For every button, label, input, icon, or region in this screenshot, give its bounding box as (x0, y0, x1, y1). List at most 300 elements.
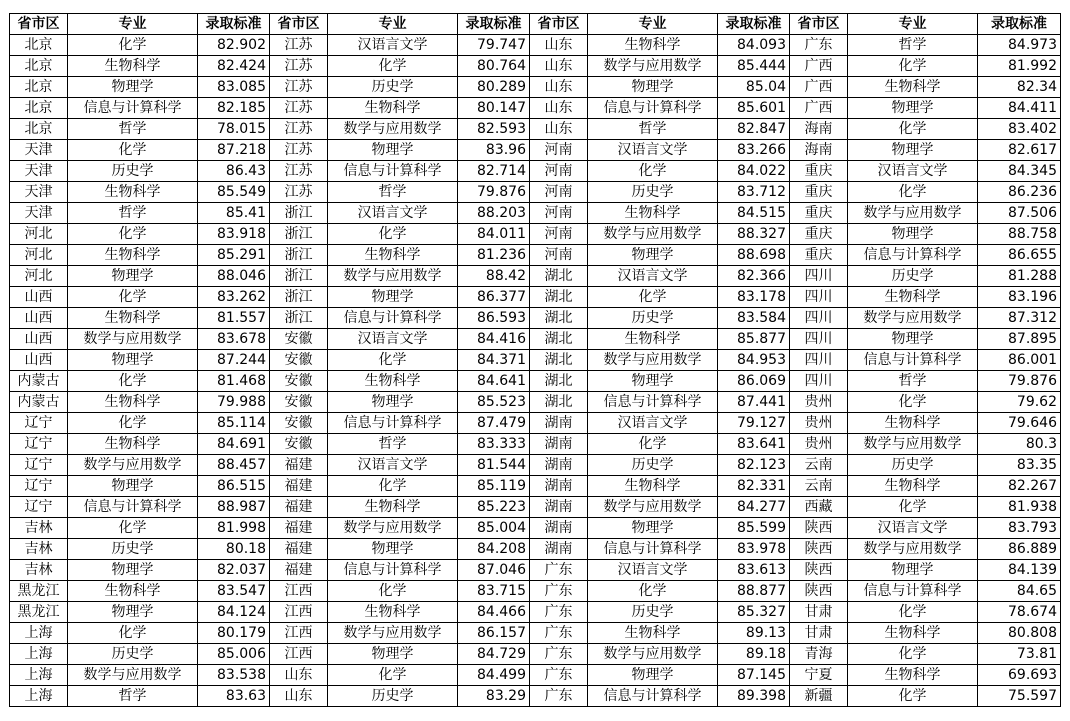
major-cell: 数学与应用数学 (848, 308, 978, 329)
major-cell: 数学与应用数学 (848, 203, 978, 224)
score-cell: 83.35 (978, 455, 1061, 476)
score-cell: 84.65 (978, 581, 1061, 602)
region-cell: 江苏 (270, 161, 328, 182)
region-cell: 黑龙江 (10, 602, 68, 623)
major-cell: 化学 (588, 434, 718, 455)
region-cell: 甘肃 (790, 602, 848, 623)
major-cell: 化学 (328, 224, 458, 245)
region-cell: 北京 (10, 77, 68, 98)
score-cell: 88.987 (198, 497, 270, 518)
region-cell: 山西 (10, 287, 68, 308)
region-cell: 天津 (10, 182, 68, 203)
major-cell: 数学与应用数学 (68, 455, 198, 476)
score-cell: 85.549 (198, 182, 270, 203)
region-cell: 广东 (530, 644, 588, 665)
region-cell: 江苏 (270, 98, 328, 119)
score-cell: 84.691 (198, 434, 270, 455)
region-cell: 江苏 (270, 77, 328, 98)
table-row (10, 308, 1061, 329)
region-cell: 贵州 (790, 413, 848, 434)
major-cell: 生物科学 (848, 476, 978, 497)
score-cell: 80.147 (458, 98, 530, 119)
table-row (10, 77, 1061, 98)
score-cell: 87.046 (458, 560, 530, 581)
region-cell: 江西 (270, 644, 328, 665)
score-cell: 87.506 (978, 203, 1061, 224)
region-cell: 重庆 (790, 245, 848, 266)
region-cell: 湖南 (530, 413, 588, 434)
region-cell: 浙江 (270, 203, 328, 224)
table-row (10, 161, 1061, 182)
major-cell: 历史学 (588, 455, 718, 476)
region-cell: 广东 (530, 560, 588, 581)
major-cell: 生物科学 (588, 203, 718, 224)
major-cell: 生物科学 (328, 371, 458, 392)
major-cell: 化学 (328, 476, 458, 497)
major-cell: 物理学 (68, 266, 198, 287)
score-cell: 83.196 (978, 287, 1061, 308)
major-cell: 化学 (328, 665, 458, 686)
header-region: 省市区 (270, 14, 328, 35)
major-cell: 哲学 (68, 203, 198, 224)
score-cell: 82.902 (198, 35, 270, 56)
major-cell: 物理学 (328, 644, 458, 665)
region-cell: 西藏 (790, 497, 848, 518)
score-cell: 84.093 (718, 35, 790, 56)
score-cell: 82.617 (978, 140, 1061, 161)
score-cell: 79.127 (718, 413, 790, 434)
major-cell: 生物科学 (848, 623, 978, 644)
region-cell: 广东 (530, 581, 588, 602)
major-cell: 汉语言文学 (848, 518, 978, 539)
score-cell: 84.953 (718, 350, 790, 371)
major-cell: 化学 (68, 371, 198, 392)
major-cell: 汉语言文学 (848, 161, 978, 182)
region-cell: 福建 (270, 539, 328, 560)
score-cell: 88.457 (198, 455, 270, 476)
score-cell: 89.13 (718, 623, 790, 644)
score-cell: 87.479 (458, 413, 530, 434)
region-cell: 江西 (270, 623, 328, 644)
score-cell: 85.291 (198, 245, 270, 266)
region-cell: 吉林 (10, 539, 68, 560)
major-cell: 物理学 (588, 518, 718, 539)
region-cell: 辽宁 (10, 434, 68, 455)
table-row (10, 539, 1061, 560)
region-cell: 广东 (530, 665, 588, 686)
major-cell: 生物科学 (328, 497, 458, 518)
score-cell: 82.123 (718, 455, 790, 476)
score-cell: 79.876 (458, 182, 530, 203)
major-cell: 化学 (68, 287, 198, 308)
major-cell: 生物科学 (848, 665, 978, 686)
score-cell: 87.441 (718, 392, 790, 413)
region-cell: 海南 (790, 119, 848, 140)
region-cell: 四川 (790, 371, 848, 392)
score-cell: 86.157 (458, 623, 530, 644)
region-cell: 福建 (270, 560, 328, 581)
score-cell: 84.973 (978, 35, 1061, 56)
major-cell: 信息与计算科学 (328, 308, 458, 329)
major-cell: 汉语言文学 (328, 329, 458, 350)
region-cell: 江西 (270, 581, 328, 602)
region-cell: 广东 (530, 623, 588, 644)
table-row (10, 413, 1061, 434)
major-cell: 汉语言文学 (588, 266, 718, 287)
region-cell: 江苏 (270, 56, 328, 77)
major-cell: 物理学 (328, 287, 458, 308)
major-cell: 化学 (848, 56, 978, 77)
score-cell: 83.63 (198, 686, 270, 707)
score-cell: 86.001 (978, 350, 1061, 371)
region-cell: 浙江 (270, 308, 328, 329)
region-cell: 重庆 (790, 203, 848, 224)
region-cell: 湖南 (530, 539, 588, 560)
major-cell: 生物科学 (588, 329, 718, 350)
table-row (10, 140, 1061, 161)
major-cell: 化学 (68, 518, 198, 539)
score-cell: 83.333 (458, 434, 530, 455)
major-cell: 物理学 (68, 476, 198, 497)
table-row (10, 644, 1061, 665)
score-cell: 75.597 (978, 686, 1061, 707)
region-cell: 内蒙古 (10, 371, 68, 392)
region-cell: 辽宁 (10, 413, 68, 434)
region-cell: 河南 (530, 161, 588, 182)
major-cell: 汉语言文学 (328, 35, 458, 56)
region-cell: 重庆 (790, 161, 848, 182)
region-cell: 山东 (530, 77, 588, 98)
score-cell: 82.424 (198, 56, 270, 77)
score-cell: 87.244 (198, 350, 270, 371)
admission-table-sheet (9, 13, 1060, 707)
region-cell: 安徽 (270, 392, 328, 413)
score-cell: 83.584 (718, 308, 790, 329)
region-cell: 天津 (10, 203, 68, 224)
major-cell: 物理学 (68, 350, 198, 371)
major-cell: 信息与计算科学 (588, 539, 718, 560)
score-cell: 88.42 (458, 266, 530, 287)
region-cell: 河南 (530, 224, 588, 245)
major-cell: 化学 (328, 56, 458, 77)
score-cell: 84.371 (458, 350, 530, 371)
major-cell: 化学 (848, 392, 978, 413)
major-cell: 哲学 (588, 119, 718, 140)
major-cell: 历史学 (328, 686, 458, 707)
major-cell: 信息与计算科学 (68, 98, 198, 119)
score-cell: 83.641 (718, 434, 790, 455)
score-cell: 86.593 (458, 308, 530, 329)
score-cell: 85.444 (718, 56, 790, 77)
score-cell: 83.978 (718, 539, 790, 560)
major-cell: 汉语言文学 (588, 560, 718, 581)
region-cell: 内蒙古 (10, 392, 68, 413)
major-cell: 信息与计算科学 (848, 350, 978, 371)
score-cell: 85.04 (718, 77, 790, 98)
major-cell: 历史学 (68, 644, 198, 665)
region-cell: 广东 (790, 35, 848, 56)
major-cell: 生物科学 (68, 434, 198, 455)
region-cell: 福建 (270, 476, 328, 497)
header-major: 专业 (68, 14, 198, 35)
header-region: 省市区 (790, 14, 848, 35)
region-cell: 上海 (10, 644, 68, 665)
region-cell: 湖北 (530, 308, 588, 329)
major-cell: 信息与计算科学 (588, 392, 718, 413)
table-row (10, 245, 1061, 266)
header-region: 省市区 (530, 14, 588, 35)
region-cell: 重庆 (790, 224, 848, 245)
region-cell: 重庆 (790, 182, 848, 203)
table-body (10, 35, 1061, 707)
major-cell: 化学 (848, 602, 978, 623)
region-cell: 河南 (530, 245, 588, 266)
major-cell: 生物科学 (588, 623, 718, 644)
header-major: 专业 (848, 14, 978, 35)
score-cell: 79.747 (458, 35, 530, 56)
table-row (10, 623, 1061, 644)
score-cell: 80.179 (198, 623, 270, 644)
score-cell: 81.998 (198, 518, 270, 539)
score-cell: 80.18 (198, 539, 270, 560)
major-cell: 生物科学 (328, 602, 458, 623)
major-cell: 数学与应用数学 (328, 623, 458, 644)
score-cell: 88.203 (458, 203, 530, 224)
major-cell: 生物科学 (68, 56, 198, 77)
score-cell: 83.918 (198, 224, 270, 245)
region-cell: 湖南 (530, 434, 588, 455)
region-cell: 湖南 (530, 518, 588, 539)
major-cell: 生物科学 (848, 413, 978, 434)
major-cell: 历史学 (588, 308, 718, 329)
score-cell: 82.037 (198, 560, 270, 581)
table-row (10, 581, 1061, 602)
major-cell: 数学与应用数学 (848, 539, 978, 560)
score-cell: 85.223 (458, 497, 530, 518)
major-cell: 生物科学 (68, 182, 198, 203)
score-cell: 82.34 (978, 77, 1061, 98)
region-cell: 安徽 (270, 350, 328, 371)
score-cell: 85.004 (458, 518, 530, 539)
major-cell: 物理学 (328, 140, 458, 161)
region-cell: 福建 (270, 497, 328, 518)
table-row (10, 602, 1061, 623)
major-cell: 物理学 (588, 245, 718, 266)
score-cell: 80.289 (458, 77, 530, 98)
score-cell: 84.277 (718, 497, 790, 518)
region-cell: 湖北 (530, 266, 588, 287)
region-cell: 贵州 (790, 434, 848, 455)
major-cell: 物理学 (848, 560, 978, 581)
table-row (10, 224, 1061, 245)
major-cell: 化学 (588, 287, 718, 308)
major-cell: 化学 (848, 119, 978, 140)
major-cell: 生物科学 (588, 476, 718, 497)
score-cell: 84.208 (458, 539, 530, 560)
score-cell: 86.655 (978, 245, 1061, 266)
region-cell: 河北 (10, 224, 68, 245)
major-cell: 生物科学 (328, 245, 458, 266)
score-cell: 81.938 (978, 497, 1061, 518)
score-cell: 87.145 (718, 665, 790, 686)
region-cell: 山东 (530, 56, 588, 77)
region-cell: 湖北 (530, 287, 588, 308)
major-cell: 化学 (68, 35, 198, 56)
region-cell: 江苏 (270, 35, 328, 56)
major-cell: 生物科学 (68, 308, 198, 329)
region-cell: 云南 (790, 455, 848, 476)
region-cell: 北京 (10, 35, 68, 56)
major-cell: 物理学 (328, 392, 458, 413)
major-cell: 历史学 (588, 182, 718, 203)
region-cell: 江苏 (270, 119, 328, 140)
major-cell: 历史学 (68, 161, 198, 182)
region-cell: 云南 (790, 476, 848, 497)
table-row (10, 350, 1061, 371)
region-cell: 四川 (790, 308, 848, 329)
score-cell: 83.712 (718, 182, 790, 203)
region-cell: 山西 (10, 329, 68, 350)
table-row (10, 686, 1061, 707)
major-cell: 数学与应用数学 (328, 518, 458, 539)
major-cell: 物理学 (588, 665, 718, 686)
score-cell: 83.538 (198, 665, 270, 686)
score-cell: 84.416 (458, 329, 530, 350)
region-cell: 山西 (10, 350, 68, 371)
major-cell: 化学 (588, 581, 718, 602)
score-cell: 87.312 (978, 308, 1061, 329)
major-cell: 信息与计算科学 (328, 413, 458, 434)
score-cell: 84.466 (458, 602, 530, 623)
major-cell: 化学 (848, 497, 978, 518)
score-cell: 86.377 (458, 287, 530, 308)
major-cell: 信息与计算科学 (848, 581, 978, 602)
region-cell: 宁夏 (790, 665, 848, 686)
major-cell: 化学 (68, 623, 198, 644)
major-cell: 历史学 (848, 266, 978, 287)
major-cell: 汉语言文学 (328, 455, 458, 476)
major-cell: 历史学 (848, 455, 978, 476)
major-cell: 生物科学 (68, 245, 198, 266)
major-cell: 历史学 (328, 77, 458, 98)
score-cell: 81.288 (978, 266, 1061, 287)
region-cell: 广东 (530, 602, 588, 623)
region-cell: 广西 (790, 77, 848, 98)
major-cell: 生物科学 (68, 392, 198, 413)
major-cell: 数学与应用数学 (588, 350, 718, 371)
region-cell: 山东 (530, 35, 588, 56)
major-cell: 物理学 (848, 98, 978, 119)
region-cell: 浙江 (270, 266, 328, 287)
table-row (10, 476, 1061, 497)
region-cell: 海南 (790, 140, 848, 161)
table-row (10, 35, 1061, 56)
region-cell: 广西 (790, 56, 848, 77)
table-row (10, 98, 1061, 119)
major-cell: 数学与应用数学 (68, 329, 198, 350)
score-cell: 83.262 (198, 287, 270, 308)
region-cell: 陕西 (790, 539, 848, 560)
table-row (10, 497, 1061, 518)
score-cell: 86.236 (978, 182, 1061, 203)
score-cell: 83.402 (978, 119, 1061, 140)
table-row (10, 266, 1061, 287)
region-cell: 上海 (10, 623, 68, 644)
table-row (10, 392, 1061, 413)
score-cell: 83.793 (978, 518, 1061, 539)
major-cell: 化学 (848, 644, 978, 665)
score-cell: 88.046 (198, 266, 270, 287)
region-cell: 湖北 (530, 392, 588, 413)
region-cell: 安徽 (270, 371, 328, 392)
region-cell: 四川 (790, 329, 848, 350)
score-cell: 84.345 (978, 161, 1061, 182)
table-row (10, 371, 1061, 392)
major-cell: 数学与应用数学 (588, 224, 718, 245)
region-cell: 山西 (10, 308, 68, 329)
major-cell: 化学 (848, 182, 978, 203)
region-cell: 天津 (10, 140, 68, 161)
region-cell: 安徽 (270, 434, 328, 455)
major-cell: 信息与计算科学 (588, 686, 718, 707)
region-cell: 湖南 (530, 497, 588, 518)
score-cell: 86.515 (198, 476, 270, 497)
region-cell: 辽宁 (10, 497, 68, 518)
score-cell: 85.41 (198, 203, 270, 224)
major-cell: 信息与计算科学 (588, 98, 718, 119)
major-cell: 化学 (68, 224, 198, 245)
major-cell: 哲学 (328, 434, 458, 455)
region-cell: 河南 (530, 203, 588, 224)
header-score: 录取标准 (718, 14, 790, 35)
table-row (10, 119, 1061, 140)
major-cell: 物理学 (588, 77, 718, 98)
major-cell: 汉语言文学 (328, 203, 458, 224)
header-score: 录取标准 (198, 14, 270, 35)
major-cell: 哲学 (328, 182, 458, 203)
score-cell: 87.895 (978, 329, 1061, 350)
region-cell: 新疆 (790, 686, 848, 707)
score-cell: 80.764 (458, 56, 530, 77)
score-cell: 69.693 (978, 665, 1061, 686)
score-cell: 81.236 (458, 245, 530, 266)
score-cell: 84.729 (458, 644, 530, 665)
major-cell: 化学 (328, 581, 458, 602)
major-cell: 化学 (588, 161, 718, 182)
region-cell: 湖南 (530, 476, 588, 497)
header-region: 省市区 (10, 14, 68, 35)
region-cell: 吉林 (10, 560, 68, 581)
region-cell: 河北 (10, 245, 68, 266)
header-score: 录取标准 (978, 14, 1061, 35)
major-cell: 哲学 (848, 35, 978, 56)
header-major: 专业 (588, 14, 718, 35)
score-cell: 80.3 (978, 434, 1061, 455)
score-cell: 83.678 (198, 329, 270, 350)
major-cell: 数学与应用数学 (68, 665, 198, 686)
region-cell: 河北 (10, 266, 68, 287)
score-cell: 81.468 (198, 371, 270, 392)
table-row (10, 518, 1061, 539)
table-row (10, 455, 1061, 476)
major-cell: 生物科学 (848, 77, 978, 98)
region-cell: 天津 (10, 161, 68, 182)
score-cell: 85.523 (458, 392, 530, 413)
table-row (10, 56, 1061, 77)
region-cell: 上海 (10, 686, 68, 707)
major-cell: 物理学 (848, 140, 978, 161)
region-cell: 贵州 (790, 392, 848, 413)
